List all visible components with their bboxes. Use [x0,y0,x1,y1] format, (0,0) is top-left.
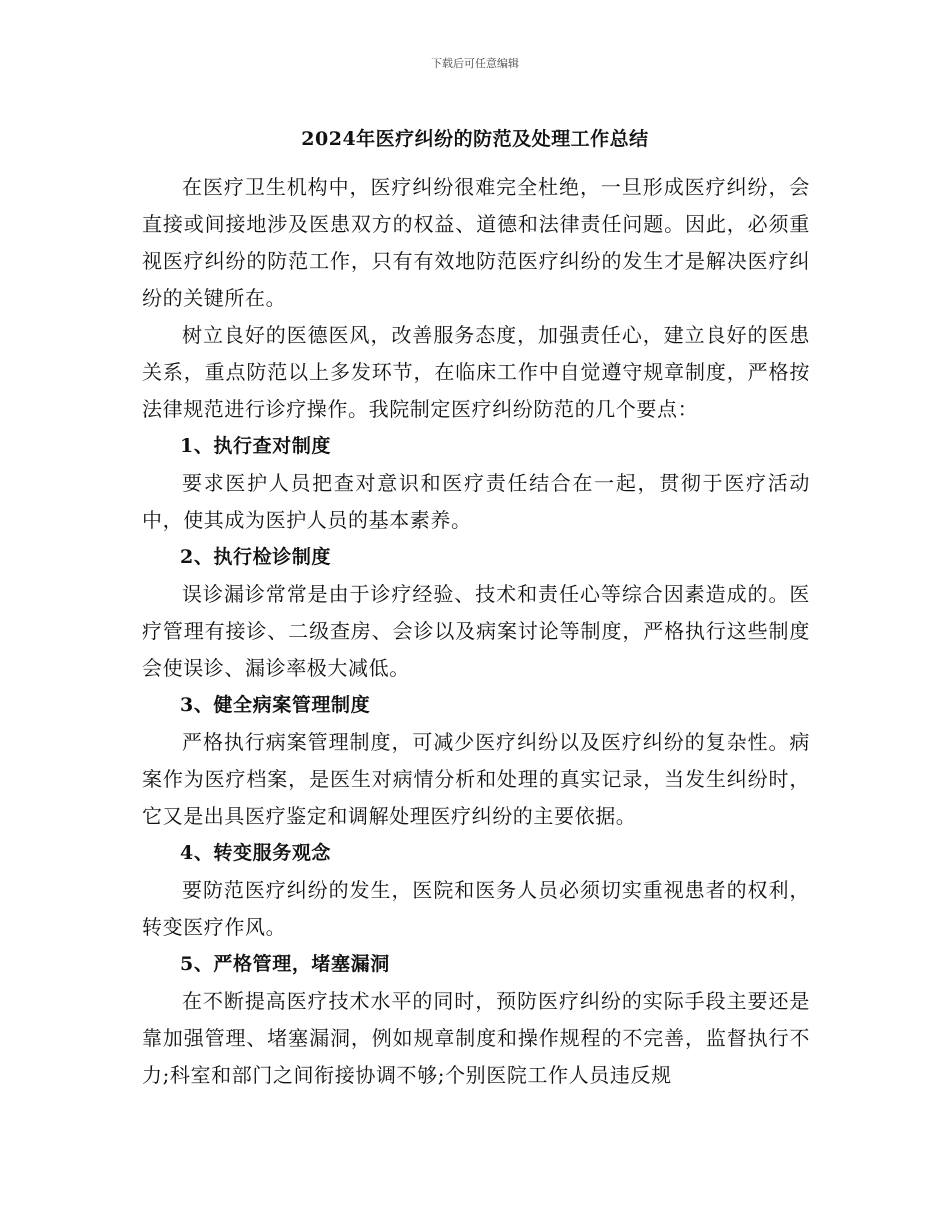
paragraph-section-1: 要求医护人员把查对意识和医疗责任结合在一起，贯彻于医疗活动中，使其成为医护人员的基本素养。 [142,471,810,532]
paragraph-section-4: 要防范医疗纠纷的发生，医院和医务人员必须切实重视患者的权利，转变医疗作风。 [142,878,810,939]
paragraph-section-2: 误诊漏诊常常是由于诊疗经验、技术和责任心等综合因素造成的。医疗管理有接诊、二级查房、会诊以及病案讨论等制度，严格执行这些制度会使误诊、漏诊率极大减低。 [142,582,810,680]
paragraph-intro: 在医疗卫生机构中，医疗纠纷很难完全杜绝，一旦形成医疗纠纷，会直接或间接地涉及医患双方的权益、道德和法律责任问题。因此，必须重视医疗纠纷的防范工作，只有有效地防范医疗纠纷的发生才是解决医疗纠纷的关键所在。 [142,175,810,310]
section-heading-1: 1、执行查对制度 [180,435,332,457]
section-heading-4: 4、转变服务观念 [180,842,332,864]
section-heading-3: 3、健全病案管理制度 [180,694,371,716]
section-heading-2: 2、执行检诊制度 [180,546,332,568]
header-note: 下载后可任意编辑 [431,57,519,70]
document-body [142,169,810,1094]
paragraph-section-3: 严格执行病案管理制度，可减少医疗纠纷以及医疗纠纷的复杂性。病案作为医疗档案，是医生对病情分析和处理的真实记录，当发生纠纷时，它又是出具医疗鉴定和调解处理医疗纠纷的主要依据。 [142,730,810,828]
paragraph-section-5: 在不断提高医疗技术水平的同时，预防医疗纠纷的实际手段主要还是靠加强管理、堵塞漏洞，例如规章制度和操作规程的不完善，监督执行不力;科室和部门之间衔接协调不够;个别医院工作人员违反规 [142,989,810,1087]
page-title: 2024年医疗纠纷的防范及处理工作总结 [301,128,649,150]
paragraph-prevention-points: 树立良好的医德医风，改善服务态度，加强责任心，建立良好的医患关系，重点防范以上多发环节，在临床工作中自觉遵守规章制度，严格按法律规范进行诊疗操作。我院制定医疗纠纷防范的几个要点： [142,323,810,421]
section-heading-5: 5、严格管理，堵塞漏洞 [180,953,390,975]
